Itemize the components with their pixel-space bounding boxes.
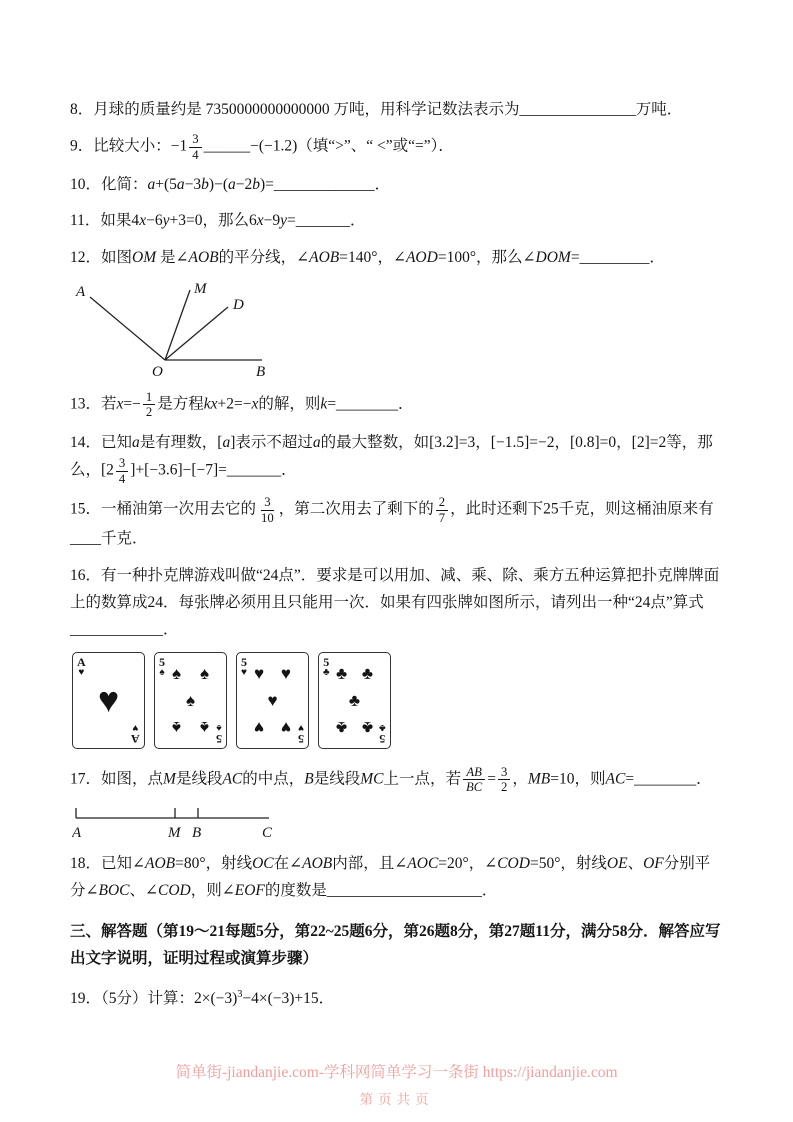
question-17: 17．如图，点M是线段AC的中点，B是线段MC上一点，若 $\frac{AB}{BC}$ = $\frac{3}{2}$ ，MB=10，则AC=________． (70, 764, 712, 795)
spade-suit-icon: ♠ (172, 717, 182, 737)
segment-figure-q17 (72, 804, 277, 842)
label-point-a: A (76, 283, 86, 300)
question-14: 14．已知a是有理数，[a]表示不超过a的最大整数，如[3.2]=3，[−1.5]=−2，[0.8]=0，[2]=2等，那么，[2 $\frac{3}{4}$ ]+[−3.6]−[−7]=_______． (70, 433, 713, 486)
club-suit-icon: ♣ (361, 663, 373, 683)
spade-suit-icon: ♠ (199, 663, 209, 683)
card-spots (172, 665, 209, 736)
spot-row (254, 692, 291, 709)
heart-suit-icon: ♥ (267, 690, 278, 710)
card-rank: 5 (379, 731, 386, 746)
question-18: 18．已知∠AOB=80°，射线OC在∠AOB内部，且∠AOC=20°，∠COD=50°，射线OE、OF分别平分∠BOC、∠COD，则∠EOF的度数是____________________． (70, 855, 711, 900)
heart-suit-icon: ♥ (78, 667, 85, 679)
ray-oa (90, 297, 165, 360)
footer-site-line: 简单街-jiandanjie.com-学科网简单学习一条街 https://jiandanjie.com (175, 1064, 618, 1081)
club-suit-icon: ♣ (348, 690, 361, 710)
club-suit-icon: ♣ (336, 663, 348, 683)
label-point-c: C (262, 825, 273, 842)
question-16: 16．有一种扑克牌游戏叫做“24点”．要求是可以用加、减、乘、除、乘方五种运算把扑克牌牌面上的数算成24．每张牌必须用且只能用一次．如果有四张牌如图所示，请列出一种“24点”算式____________． (70, 566, 720, 638)
playing-card-five-spades (154, 652, 227, 749)
heart-suit-icon: ♥ (254, 717, 265, 737)
question-8: 8．月球的质量约是 7350000000000000 万吨，用科学记数法表示为_______________万吨． (70, 101, 683, 118)
label-point-b: B (256, 363, 266, 380)
card-rank: 5 (298, 731, 304, 746)
card-rank: 5 (159, 654, 165, 669)
club-suit-icon: ♣ (379, 722, 386, 734)
heart-suit-icon: ♥ (97, 680, 120, 721)
heart-suit-icon: ♥ (254, 663, 265, 683)
question-9: 9．比较大小：−1 $\frac{3}{4}$ ______−(−1.2)（填“>”、“ <”或“=”）． (70, 132, 454, 162)
card-rank: A (131, 731, 140, 746)
playing-card-ace-hearts (72, 652, 145, 749)
card-corner (216, 722, 222, 745)
label-point-o: O (152, 363, 163, 380)
spot-row (336, 665, 373, 682)
card-spots (336, 665, 373, 736)
spade-suit-icon: ♠ (216, 722, 222, 734)
question-12: 12．如图OM 是∠AOB的平分线，∠AOB=140°，∠AOD=100°，那么∠DOM=_________． (70, 248, 665, 266)
q16-cards-figure (72, 652, 725, 749)
card-corner (298, 722, 304, 745)
question-19: 19．（5分）计算：$2\times(-3)^3-4\times(-3)+15$． (70, 988, 335, 1007)
card-corner (241, 656, 247, 679)
page-footer (0, 1060, 793, 1108)
card-rank: 5 (241, 654, 247, 669)
question-11: 11．如果4x−6y+3=0，那么6x−9y=_______． (70, 212, 366, 230)
heart-suit-icon: ♥ (280, 663, 291, 683)
question-15: 15．一桶油第一次用去它的 $\frac{3}{10}$ ，第二次用去了剩下的 $\frac{2}{7}$ ，此时还剩下25千克，则这桶油原来有 ____千克． (70, 495, 714, 548)
playing-card-five-hearts (236, 652, 309, 749)
heart-suit-icon: ♥ (241, 667, 247, 679)
spade-suit-icon: ♠ (185, 690, 196, 710)
card-corner (323, 656, 330, 679)
spade-suit-icon: ♠ (172, 663, 182, 683)
spot-row (172, 692, 209, 709)
club-suit-icon: ♣ (361, 717, 373, 737)
heart-suit-icon: ♥ (280, 717, 291, 737)
spot-row (336, 692, 373, 709)
playing-card-five-clubs (318, 652, 391, 749)
spade-suit-icon: ♠ (159, 667, 165, 679)
card-corner (159, 656, 165, 679)
card-spots (254, 665, 291, 736)
spot-row (254, 719, 291, 736)
label-point-m: M (194, 280, 207, 297)
question-10: 10．化简：a+(5a−3b)−(a−2b)=_____________． (70, 176, 391, 194)
club-suit-icon: ♣ (323, 667, 330, 679)
card-rank: 5 (323, 654, 330, 669)
spot-row (172, 665, 209, 682)
club-suit-icon: ♣ (336, 717, 348, 737)
spot-row (254, 665, 291, 682)
card-corner (131, 722, 140, 745)
spade-suit-icon: ♠ (199, 717, 209, 737)
label-point-b: B (192, 825, 202, 842)
spot-row (336, 719, 373, 736)
label-point-m: M (168, 825, 181, 842)
footer-page-number: 第页共页 (359, 1092, 434, 1107)
label-point-d: D (233, 296, 244, 313)
heart-suit-icon: ♥ (298, 722, 304, 734)
label-point-a: A (72, 825, 82, 842)
spot-row (172, 719, 209, 736)
card-rank: A (77, 654, 86, 669)
card-corner (379, 722, 386, 745)
question-13: 13．若x=− $\frac{1}{2}$ 是方程kx+2=−x的解，则k=________． (70, 389, 414, 420)
heart-suit-icon: ♥ (132, 722, 139, 734)
card-rank: 5 (216, 731, 222, 746)
section-3-header: 三、解答题（第19～21每题5分，第22~25题6分，第26题8分，第27题11分，满分58分．解答应写出文字说明，证明过程或演算步骤） (70, 923, 721, 968)
angle-figure-q12 (70, 280, 305, 380)
